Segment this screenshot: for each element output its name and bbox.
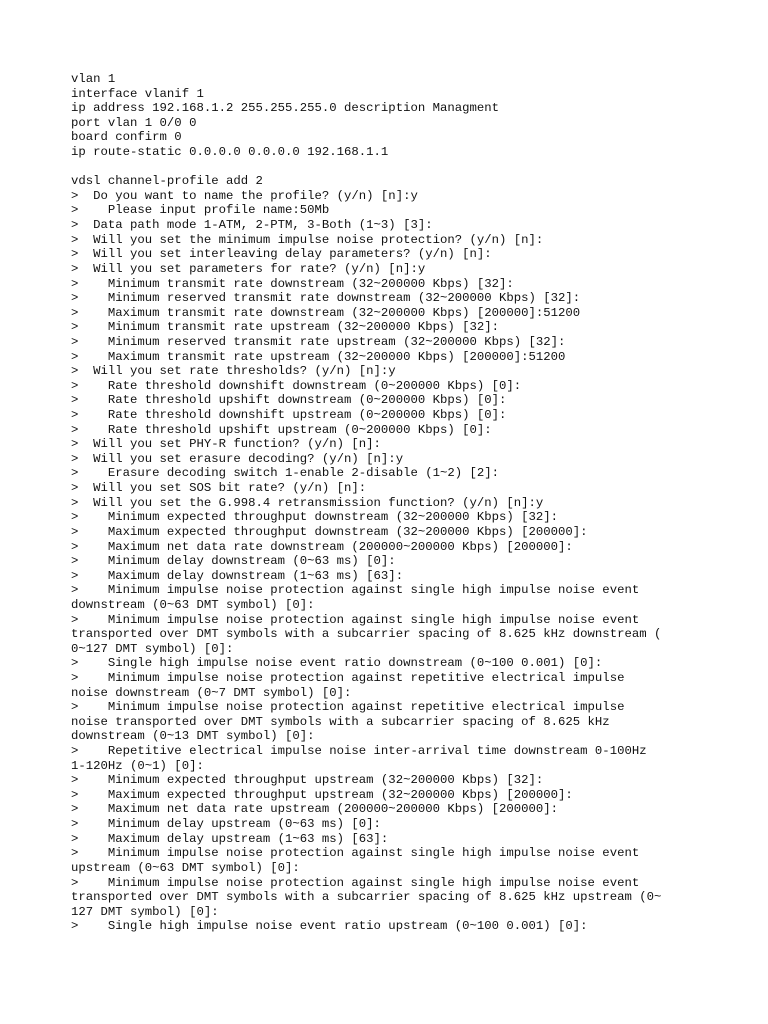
text-line: 127 DMT symbol) [0]: <box>71 904 219 919</box>
text-line: vdsl channel-profile add 2 <box>71 174 263 189</box>
text-line: > Will you set the minimum impulse noise protection? (y/n) [n]: <box>71 232 544 247</box>
text-line: > Minimum transmit rate downstream (32~200000 Kbps) [32]: <box>71 276 514 291</box>
text-line: > Will you set erasure decoding? (y/n) [n]:y <box>71 451 404 466</box>
text-line: > Maximum expected throughput upstream (32~200000 Kbps) [200000]: <box>71 787 573 802</box>
text-line: noise downstream (0~7 DMT symbol) [0]: <box>71 685 352 700</box>
text-line: > Repetitive electrical impulse noise inter-arrival time downstream 0-100Hz <box>71 744 647 759</box>
text-line: board confirm 0 <box>71 130 182 145</box>
text-line: > Please input profile name:50Mb <box>71 203 330 218</box>
text-line: > Minimum impulse noise protection against single high impulse noise event <box>71 846 640 861</box>
text-line: > Will you set SOS bit rate? (y/n) [n]: <box>71 481 367 496</box>
text-line: > Minimum impulse noise protection against single high impulse noise event <box>71 612 640 627</box>
text-line: > Minimum transmit rate upstream (32~200000 Kbps) [32]: <box>71 320 500 335</box>
text-line: downstream (0~13 DMT symbol) [0]: <box>71 729 315 744</box>
text-line: > Maximum net data rate downstream (200000~200000 Kbps) [200000]: <box>71 539 573 554</box>
text-line: > Minimum impulse noise protection against single high impulse noise event <box>71 583 640 598</box>
text-line: downstream (0~63 DMT symbol) [0]: <box>71 597 315 612</box>
text-line: > Will you set parameters for rate? (y/n) [n]:y <box>71 261 426 276</box>
text-line: > Will you set PHY-R function? (y/n) [n]: <box>71 437 381 452</box>
text-line: > Minimum expected throughput downstream (32~200000 Kbps) [32]: <box>71 510 559 525</box>
text-line: ip route-static 0.0.0.0 0.0.0.0 192.168.1.1 <box>71 145 389 160</box>
text-line: > Minimum impulse noise protection against repetitive electrical impulse <box>71 670 625 685</box>
text-line: > Maximum net data rate upstream (200000~200000 Kbps) [200000]: <box>71 802 559 817</box>
text-line: > Single high impulse noise event ratio downstream (0~100 0.001) [0]: <box>71 656 603 671</box>
text-line: transported over DMT symbols with a subcarrier spacing of 8.625 kHz downstream ( <box>71 627 662 642</box>
text-line: > Maximum transmit rate upstream (32~200000 Kbps) [200000]:51200 <box>71 349 566 364</box>
text-line: > Rate threshold upshift downstream (0~200000 Kbps) [0]: <box>71 393 507 408</box>
text-line: interface vlanif 1 <box>71 86 204 101</box>
text-line: upstream (0~63 DMT symbol) [0]: <box>71 860 300 875</box>
text-line: port vlan 1 0/0 0 <box>71 115 197 130</box>
text-line: transported over DMT symbols with a subcarrier spacing of 8.625 kHz upstream (0~ <box>71 890 662 905</box>
text-line: > Rate threshold upshift upstream (0~200000 Kbps) [0]: <box>71 422 492 437</box>
text-line: vlan 1 <box>71 72 116 86</box>
text-line: > Single high impulse noise event ratio upstream (0~100 0.001) [0]: <box>71 919 588 934</box>
text-line: 0~127 DMT symbol) [0]: <box>71 641 234 656</box>
text-line: > Minimum delay upstream (0~63 ms) [0]: <box>71 817 381 832</box>
document-page <box>71 72 761 934</box>
text-line: > Maximum delay downstream (1~63 ms) [63]: <box>71 568 404 583</box>
text-line: > Will you set the G.998.4 retransmission function? (y/n) [n]:y <box>71 495 544 510</box>
text-line: ip address 192.168.1.2 255.255.255.0 description Managment <box>71 101 500 116</box>
text-line: > Maximum expected throughput downstream (32~200000 Kbps) [200000]: <box>71 524 588 539</box>
text-line: noise transported over DMT symbols with a subcarrier spacing of 8.625 kHz <box>71 714 610 729</box>
text-line: > Minimum reserved transmit rate downstream (32~200000 Kbps) [32]: <box>71 291 581 306</box>
text-line: > Rate threshold downshift upstream (0~200000 Kbps) [0]: <box>71 408 507 423</box>
text-line: 1-120Hz (0~1) [0]: <box>71 758 204 773</box>
text-line: > Data path mode 1-ATM, 2-PTM, 3-Both (1~3) [3]: <box>71 218 433 233</box>
text-line: > Do you want to name the profile? (y/n) [n]:y <box>71 188 418 203</box>
text-line: > Will you set rate thresholds? (y/n) [n]:y <box>71 364 396 379</box>
text-line: > Minimum reserved transmit rate upstream (32~200000 Kbps) [32]: <box>71 334 566 349</box>
text-line: > Minimum impulse noise protection against repetitive electrical impulse <box>71 700 625 715</box>
text-line: > Erasure decoding switch 1-enable 2-disable (1~2) [2]: <box>71 466 500 481</box>
text-line: > Minimum impulse noise protection against single high impulse noise event <box>71 875 640 890</box>
text-line: > Minimum delay downstream (0~63 ms) [0]: <box>71 554 396 569</box>
text-line: > Maximum delay upstream (1~63 ms) [63]: <box>71 831 389 846</box>
text-line: > Will you set interleaving delay parameters? (y/n) [n]: <box>71 247 492 262</box>
text-line <box>71 160 761 175</box>
text-line: > Minimum expected throughput upstream (32~200000 Kbps) [32]: <box>71 773 544 788</box>
text-line: > Maximum transmit rate downstream (32~200000 Kbps) [200000]:51200 <box>71 305 581 320</box>
config-text-block <box>71 72 761 934</box>
text-line: > Rate threshold downshift downstream (0~200000 Kbps) [0]: <box>71 378 522 393</box>
